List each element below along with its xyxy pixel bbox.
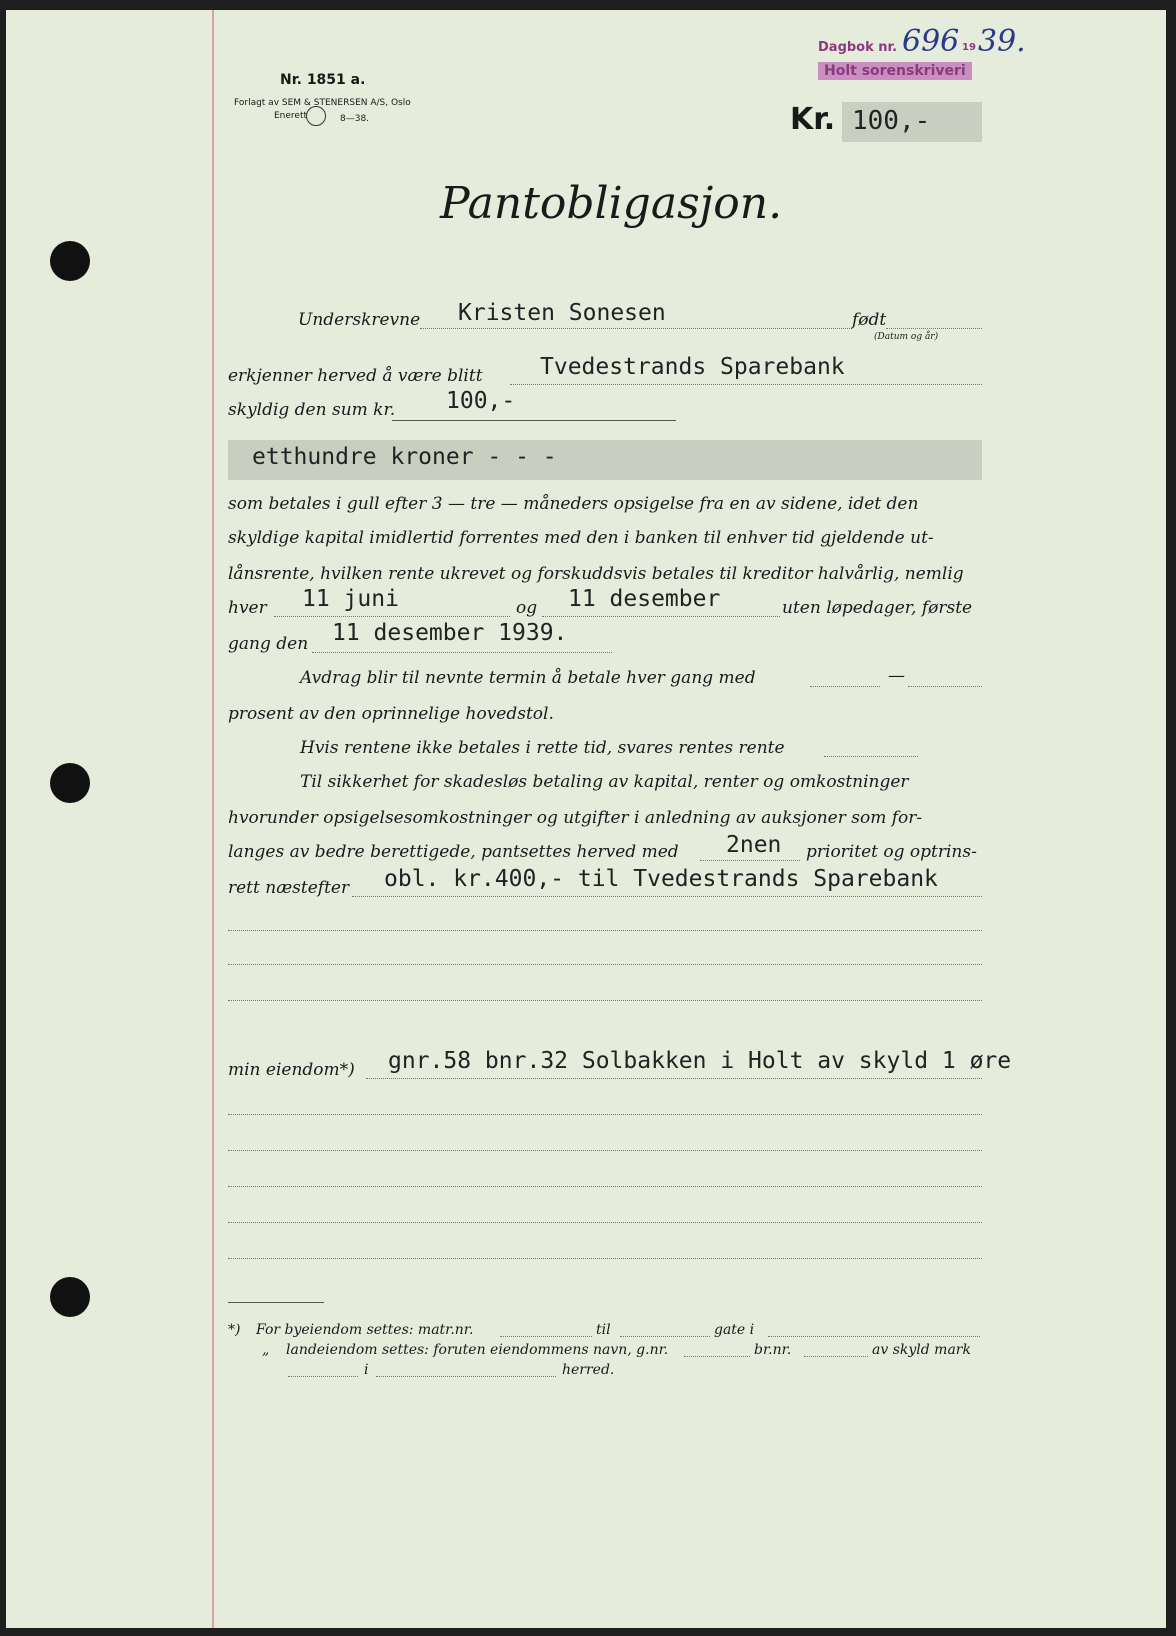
publisher-logo (306, 106, 326, 126)
born-hint: (Datum og år) (874, 332, 939, 342)
margin-rule (212, 10, 214, 1628)
sum-value: 100,- (446, 388, 516, 414)
body-line-3: lånsrente, hvilken rente ukrevet og forskuddsvis betales til kreditor halvårlig, nemlig (228, 564, 964, 584)
gate-line (768, 1336, 980, 1337)
priority-line (700, 860, 800, 861)
og-label: og (516, 598, 538, 618)
debtor-line (420, 328, 852, 329)
prior-loan: obl. kr.400,- til Tvedestrands Sparebank (384, 866, 938, 892)
stamp-dagbok: Dagbok nr. (818, 40, 898, 55)
born-label: født (852, 310, 887, 330)
document-page (6, 10, 1166, 1628)
hvorunder-text: hvorunder opsigelsesomkostninger og utgifter i anledning av auksjoner som for- (228, 808, 923, 828)
uten-label: uten løpedager, første (782, 598, 973, 618)
langes-text: langes av bedre berettigede, pantsettes herved med (228, 842, 679, 862)
footnote-skyld: av skyld mark (872, 1342, 971, 1358)
avdrag-line (810, 686, 880, 687)
prosent-text: prosent av den oprinnelige hovedstol. (228, 704, 554, 724)
date2-line (542, 616, 780, 617)
br-line (804, 1356, 868, 1357)
publisher: Forlagt av SEM & STENERSEN A/S, Oslo (234, 98, 411, 108)
footnote-mark: *) (228, 1322, 241, 1338)
creditor-line (510, 384, 982, 385)
hvis-text: Hvis rentene ikke betales i rette tid, svares rentes rente (300, 738, 785, 758)
edition: 8—38. (340, 114, 370, 124)
year-suffix: 39. (978, 24, 1026, 59)
sum-line (392, 420, 676, 421)
avdrag-line-2 (908, 686, 982, 687)
blank-line (228, 964, 982, 965)
prior-loan-line (352, 896, 982, 897)
avdrag-dash: — (888, 666, 905, 686)
avdrag-text: Avdrag blir til nevnte termin å betale hver gang med (300, 668, 756, 688)
debtor-name: Kristen Sonesen (458, 300, 666, 326)
gang-label: gang den (228, 634, 309, 654)
property-description: gnr.58 bnr.32 Solbakken i Holt av skyld 1 øre (388, 1048, 1012, 1074)
born-line (886, 328, 982, 329)
blank-line (228, 1186, 982, 1187)
blank-line (228, 1150, 982, 1151)
year-prefix: 19 (962, 42, 976, 53)
first-due-date: 11 juni (302, 586, 399, 612)
second-due-date: 11 desember (568, 586, 721, 612)
document-title: Pantobligasjon. (440, 178, 783, 229)
footnote-i: i (364, 1362, 369, 1378)
kr-label: Kr. (790, 102, 836, 137)
dagbok-number: 696 (902, 24, 960, 59)
skyld-line (288, 1376, 358, 1377)
footnote-rule (228, 1302, 324, 1303)
body-line-2: skyldige kapital imidlertid forrentes med den i banken til enhver tid gjeldende ut- (228, 528, 934, 548)
footnote-br: br.nr. (754, 1342, 792, 1358)
blank-line (228, 1000, 982, 1001)
matr-line (500, 1336, 592, 1337)
footnote-gate: gate i (714, 1322, 755, 1338)
gnr-line (684, 1356, 750, 1357)
footnote-til: til (596, 1322, 611, 1338)
priority-value: 2nen (726, 832, 782, 858)
footnote-by: For byeiendom settes: matr.nr. (256, 1322, 474, 1338)
punch-hole (50, 763, 90, 803)
form-number: Nr. 1851 a. (280, 72, 366, 88)
creditor-name: Tvedestrands Sparebank (540, 354, 845, 380)
hver-label: hver (228, 598, 267, 618)
sum-in-words: etthundre kroner - - - (252, 444, 557, 470)
eiendom-label: min eiendom*) (228, 1060, 355, 1080)
footnote-land: landeiendom settes: foruten eiendommens navn, g.nr. (286, 1342, 669, 1358)
body-line-1: som betales i gull efter 3 — tre — måneders opsigelse fra en av sidene, idet den (228, 494, 919, 514)
sum-label: skyldig den sum kr. (228, 400, 396, 420)
footnote-herred: herred. (562, 1362, 615, 1378)
sikkerhet-text: Til sikkerhet for skadesløs betaling av kapital, renter og omkostninger (300, 772, 909, 792)
blank-line (228, 1258, 982, 1259)
punch-hole (50, 1277, 90, 1317)
punch-hole (50, 241, 90, 281)
debtor-label: Underskrevne (298, 310, 421, 330)
footnote-quote: „ (262, 1342, 270, 1358)
property-line (366, 1078, 982, 1079)
creditor-label: erkjenner herved å være blitt (228, 366, 483, 386)
first-payment-date: 11 desember 1939. (332, 620, 568, 646)
rentes-rente-line (824, 756, 918, 757)
herred-line (376, 1376, 556, 1377)
til-line (620, 1336, 710, 1337)
first-date-line (312, 652, 612, 653)
kr-amount: 100,- (852, 106, 931, 136)
prioritet-text: prioritet og optrins- (806, 842, 977, 862)
copyright-label: Enerett (274, 111, 308, 121)
blank-line (228, 1114, 982, 1115)
rett-label: rett næstefter (228, 878, 350, 898)
blank-line (228, 1222, 982, 1223)
blank-line (228, 930, 982, 931)
date1-line (274, 616, 510, 617)
stamp-district: Holt sorenskriveri (818, 62, 972, 80)
